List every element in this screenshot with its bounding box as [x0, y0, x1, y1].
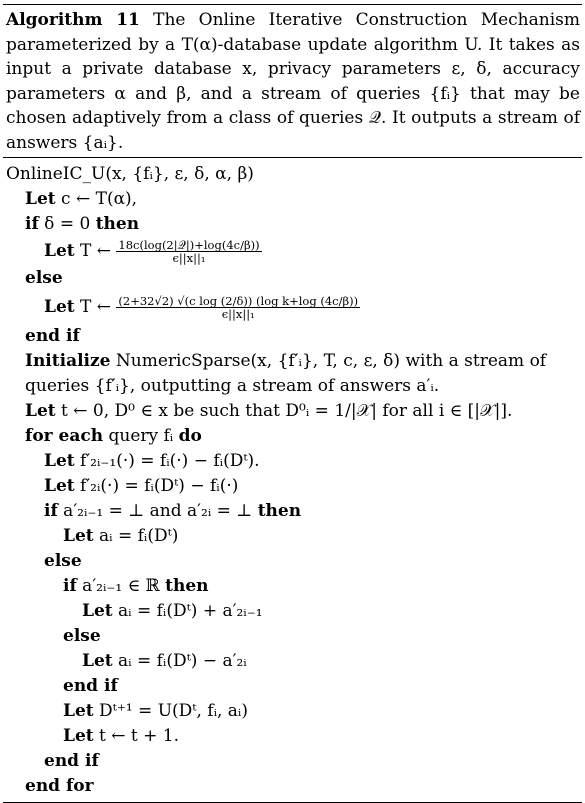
- algorithm-box: [3, 4, 582, 803]
- line-11: [6, 474, 582, 499]
- line-10: [6, 449, 582, 474]
- keyword: end if: [44, 751, 99, 771]
- algorithm-label: Algorithm 11: [6, 10, 140, 30]
- caption-text: The Online Iterative Construction Mechanism parameterized by a T(α)-database update algorithm U. It takes as input a private database x, privacy parameters ε, δ, accuracy parameters α and β, and a stream of queries {fᵢ} that may be chosen adaptively from a class of queries 𝒬. It outputs a stream of answers {aᵢ}.: [6, 10, 580, 153]
- keyword: if: [44, 501, 58, 521]
- algorithm-body: [3, 158, 582, 799]
- fraction-numerator: 18c(log(2|𝒬|)+log(4c/β)): [118, 238, 260, 252]
- keyword: if: [63, 576, 77, 596]
- line-9: [6, 424, 582, 449]
- line-text: aᵢ = fᵢ(Dᵗ) − a′₂ᵢ: [112, 651, 247, 671]
- keyword: Let: [44, 241, 75, 261]
- fraction-denominator: ϵ||x||₁: [221, 307, 255, 321]
- line-22: [6, 749, 582, 774]
- signature: OnlineIC_U(x, {fᵢ}, ε, δ, α, β): [6, 164, 254, 184]
- fraction-numerator: (2+32√2) √(c log (2/δ)) (log k+log (4c/β)): [118, 294, 359, 308]
- line-text: T ←: [74, 241, 117, 261]
- line-17: [6, 624, 582, 649]
- keyword: Let: [63, 701, 94, 721]
- line-text: a′₂ᵢ₋₁ ∈ ℝ: [76, 576, 166, 596]
- line-text: t ← 0, D⁰ ∈ x be such that D⁰ᵢ = 1/|𝒳| for all i ∈ [|𝒳|].: [55, 401, 513, 421]
- line-15: [6, 574, 582, 599]
- line-3: [6, 237, 582, 266]
- line-text: aᵢ = fᵢ(Dᵗ) + a′₂ᵢ₋₁: [112, 601, 263, 621]
- line-8: [6, 399, 582, 424]
- line-12: [6, 499, 582, 524]
- line-13: [6, 524, 582, 549]
- line-text: c ← T(α),: [55, 189, 138, 209]
- line-2: [6, 212, 582, 237]
- keyword: Let: [44, 451, 75, 471]
- line-7: [6, 349, 582, 399]
- keyword: Initialize: [25, 351, 111, 371]
- line-text: aᵢ = fᵢ(Dᵗ): [93, 526, 179, 546]
- keyword: Let: [82, 601, 113, 621]
- keyword: Let: [82, 651, 113, 671]
- keyword: Let: [25, 189, 56, 209]
- line-19: [6, 674, 582, 699]
- fraction: [116, 295, 360, 320]
- signature-line: [6, 162, 582, 187]
- line-1: [6, 187, 582, 212]
- keyword: Let: [63, 726, 94, 746]
- keyword: end if: [25, 326, 80, 346]
- keyword: Let: [44, 476, 75, 496]
- keyword: then: [95, 214, 140, 234]
- line-text: a′₂ᵢ₋₁ = ⊥ and a′₂ᵢ = ⊥: [57, 501, 258, 521]
- keyword: Let: [63, 526, 94, 546]
- line-text: t ← t + 1.: [93, 726, 180, 746]
- line-18: [6, 649, 582, 674]
- algorithm-caption: [3, 5, 582, 155]
- line-text: Dᵗ⁺¹ = U(Dᵗ, fᵢ, aᵢ): [93, 701, 248, 721]
- line-text: f′₂ᵢ(·) = fᵢ(Dᵗ) − fᵢ(·): [74, 476, 239, 496]
- keyword: then: [165, 576, 209, 596]
- keyword: else: [44, 551, 82, 571]
- fraction: [116, 239, 261, 264]
- line-14: [6, 549, 582, 574]
- keyword: Let: [25, 401, 56, 421]
- line-6: [6, 324, 582, 349]
- keyword: then: [257, 501, 302, 521]
- fraction-denominator: ϵ||x||₁: [172, 251, 206, 265]
- line-16: [6, 599, 582, 624]
- keyword: end for: [25, 776, 94, 796]
- keyword: if: [25, 214, 39, 234]
- keyword: for each: [25, 426, 104, 446]
- line-4: [6, 266, 582, 291]
- line-5: [6, 291, 582, 324]
- line-text: query fᵢ: [103, 426, 179, 446]
- line-text: NumericSparse(x, {f′ᵢ}, T, c, ε, δ) with a stream of queries {f′ᵢ}, outputting a stream of answers a′ᵢ.: [25, 351, 547, 396]
- keyword: end if: [63, 676, 118, 696]
- keyword: else: [63, 626, 101, 646]
- keyword: else: [25, 268, 63, 288]
- line-21: [6, 724, 582, 749]
- line-20: [6, 699, 582, 724]
- line-23: [6, 774, 582, 799]
- line-text: T ←: [74, 297, 117, 317]
- line-text: δ = 0: [38, 214, 96, 234]
- keyword: do: [178, 426, 202, 446]
- keyword: Let: [44, 297, 75, 317]
- line-text: f′₂ᵢ₋₁(·) = fᵢ(·) − fᵢ(Dᵗ).: [74, 451, 260, 471]
